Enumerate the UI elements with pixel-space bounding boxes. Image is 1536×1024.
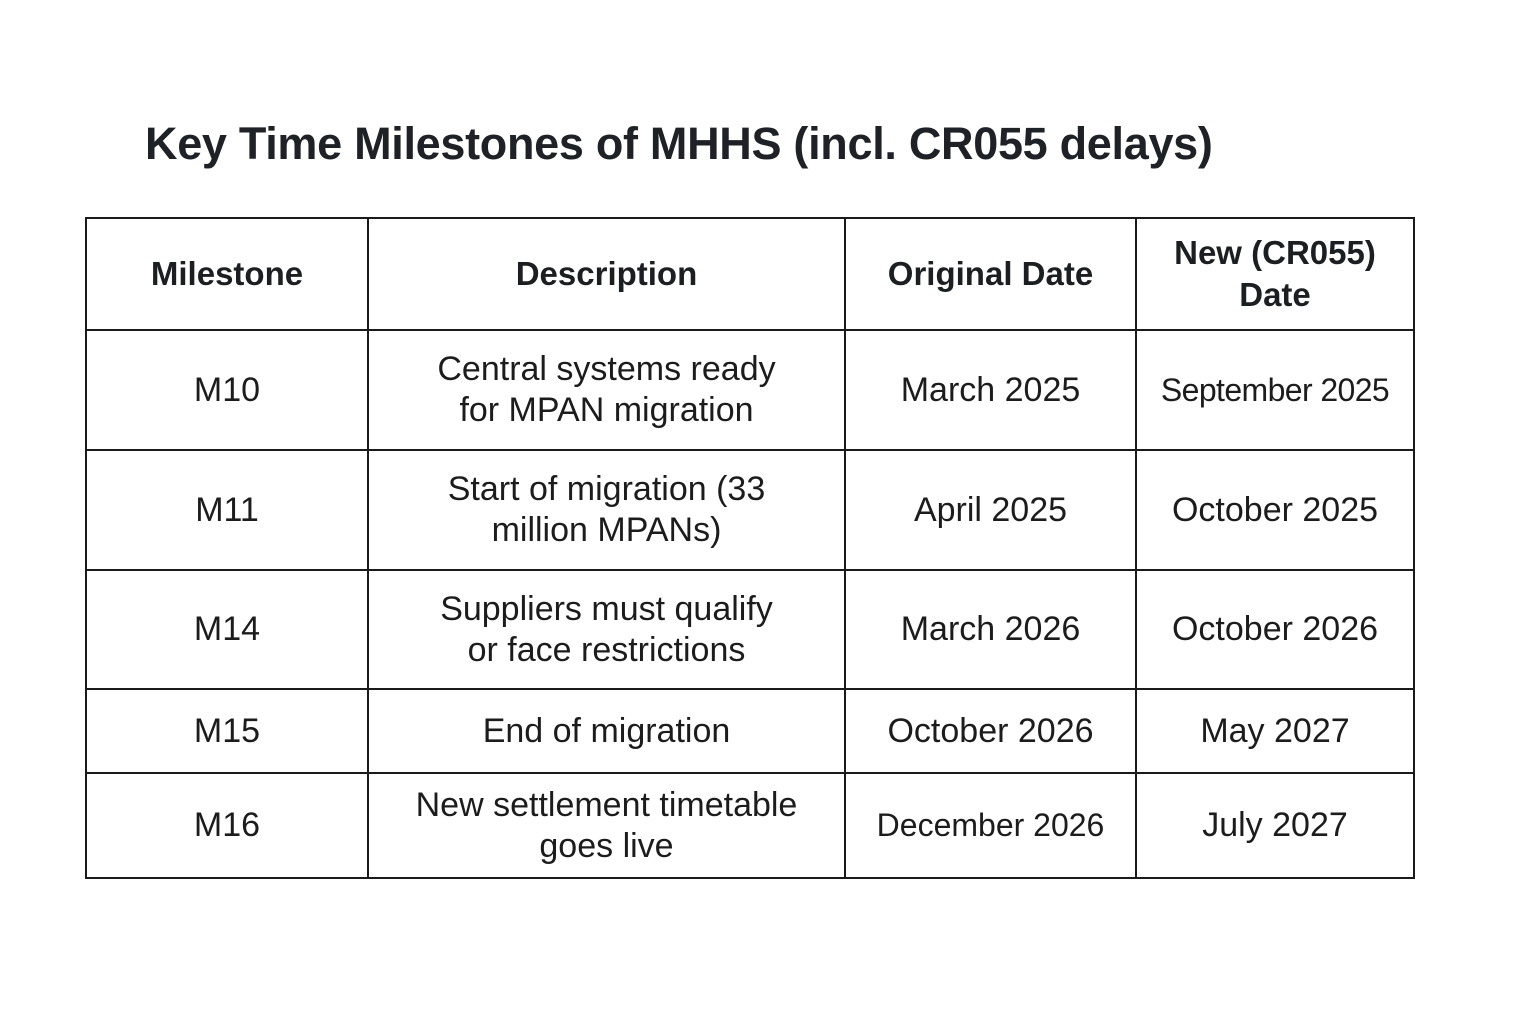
cell-milestone: M14 bbox=[86, 570, 368, 689]
cell-description: Suppliers must qualify or face restrictions bbox=[368, 570, 845, 689]
table-header-row bbox=[86, 218, 1414, 330]
cell-original-date: December 2026 bbox=[845, 773, 1136, 878]
cell-milestone: M10 bbox=[86, 330, 368, 450]
header-new-date-label: New (CR055) Date bbox=[1174, 234, 1376, 313]
cell-original-date: March 2025 bbox=[845, 330, 1136, 450]
cell-description: New settlement timetable goes live bbox=[368, 773, 845, 878]
cell-description: Central systems ready for MPAN migration bbox=[368, 330, 845, 450]
cell-new-date: September 2025 bbox=[1136, 330, 1414, 450]
header-milestone: Milestone bbox=[86, 218, 368, 330]
cell-new-date: October 2026 bbox=[1136, 570, 1414, 689]
cell-new-date: October 2025 bbox=[1136, 450, 1414, 570]
header-description: Description bbox=[368, 218, 845, 330]
cell-description: End of migration bbox=[368, 689, 845, 773]
table-row bbox=[86, 773, 1414, 878]
cell-description: Start of migration (33 million MPANs) bbox=[368, 450, 845, 570]
header-original-date: Original Date bbox=[845, 218, 1136, 330]
cell-new-date: May 2027 bbox=[1136, 689, 1414, 773]
table-row bbox=[86, 689, 1414, 773]
table-row bbox=[86, 330, 1414, 450]
page-title: Key Time Milestones of MHHS (incl. CR055 delays) bbox=[145, 118, 1213, 169]
cell-original-date: March 2026 bbox=[845, 570, 1136, 689]
header-new-date bbox=[1136, 218, 1414, 330]
table-row bbox=[86, 450, 1414, 570]
milestones-table bbox=[85, 217, 1415, 879]
cell-milestone: M11 bbox=[86, 450, 368, 570]
cell-original-date: April 2025 bbox=[845, 450, 1136, 570]
cell-original-date: October 2026 bbox=[845, 689, 1136, 773]
cell-milestone: M16 bbox=[86, 773, 368, 878]
cell-milestone: M15 bbox=[86, 689, 368, 773]
table-row bbox=[86, 570, 1414, 689]
cell-new-date: July 2027 bbox=[1136, 773, 1414, 878]
